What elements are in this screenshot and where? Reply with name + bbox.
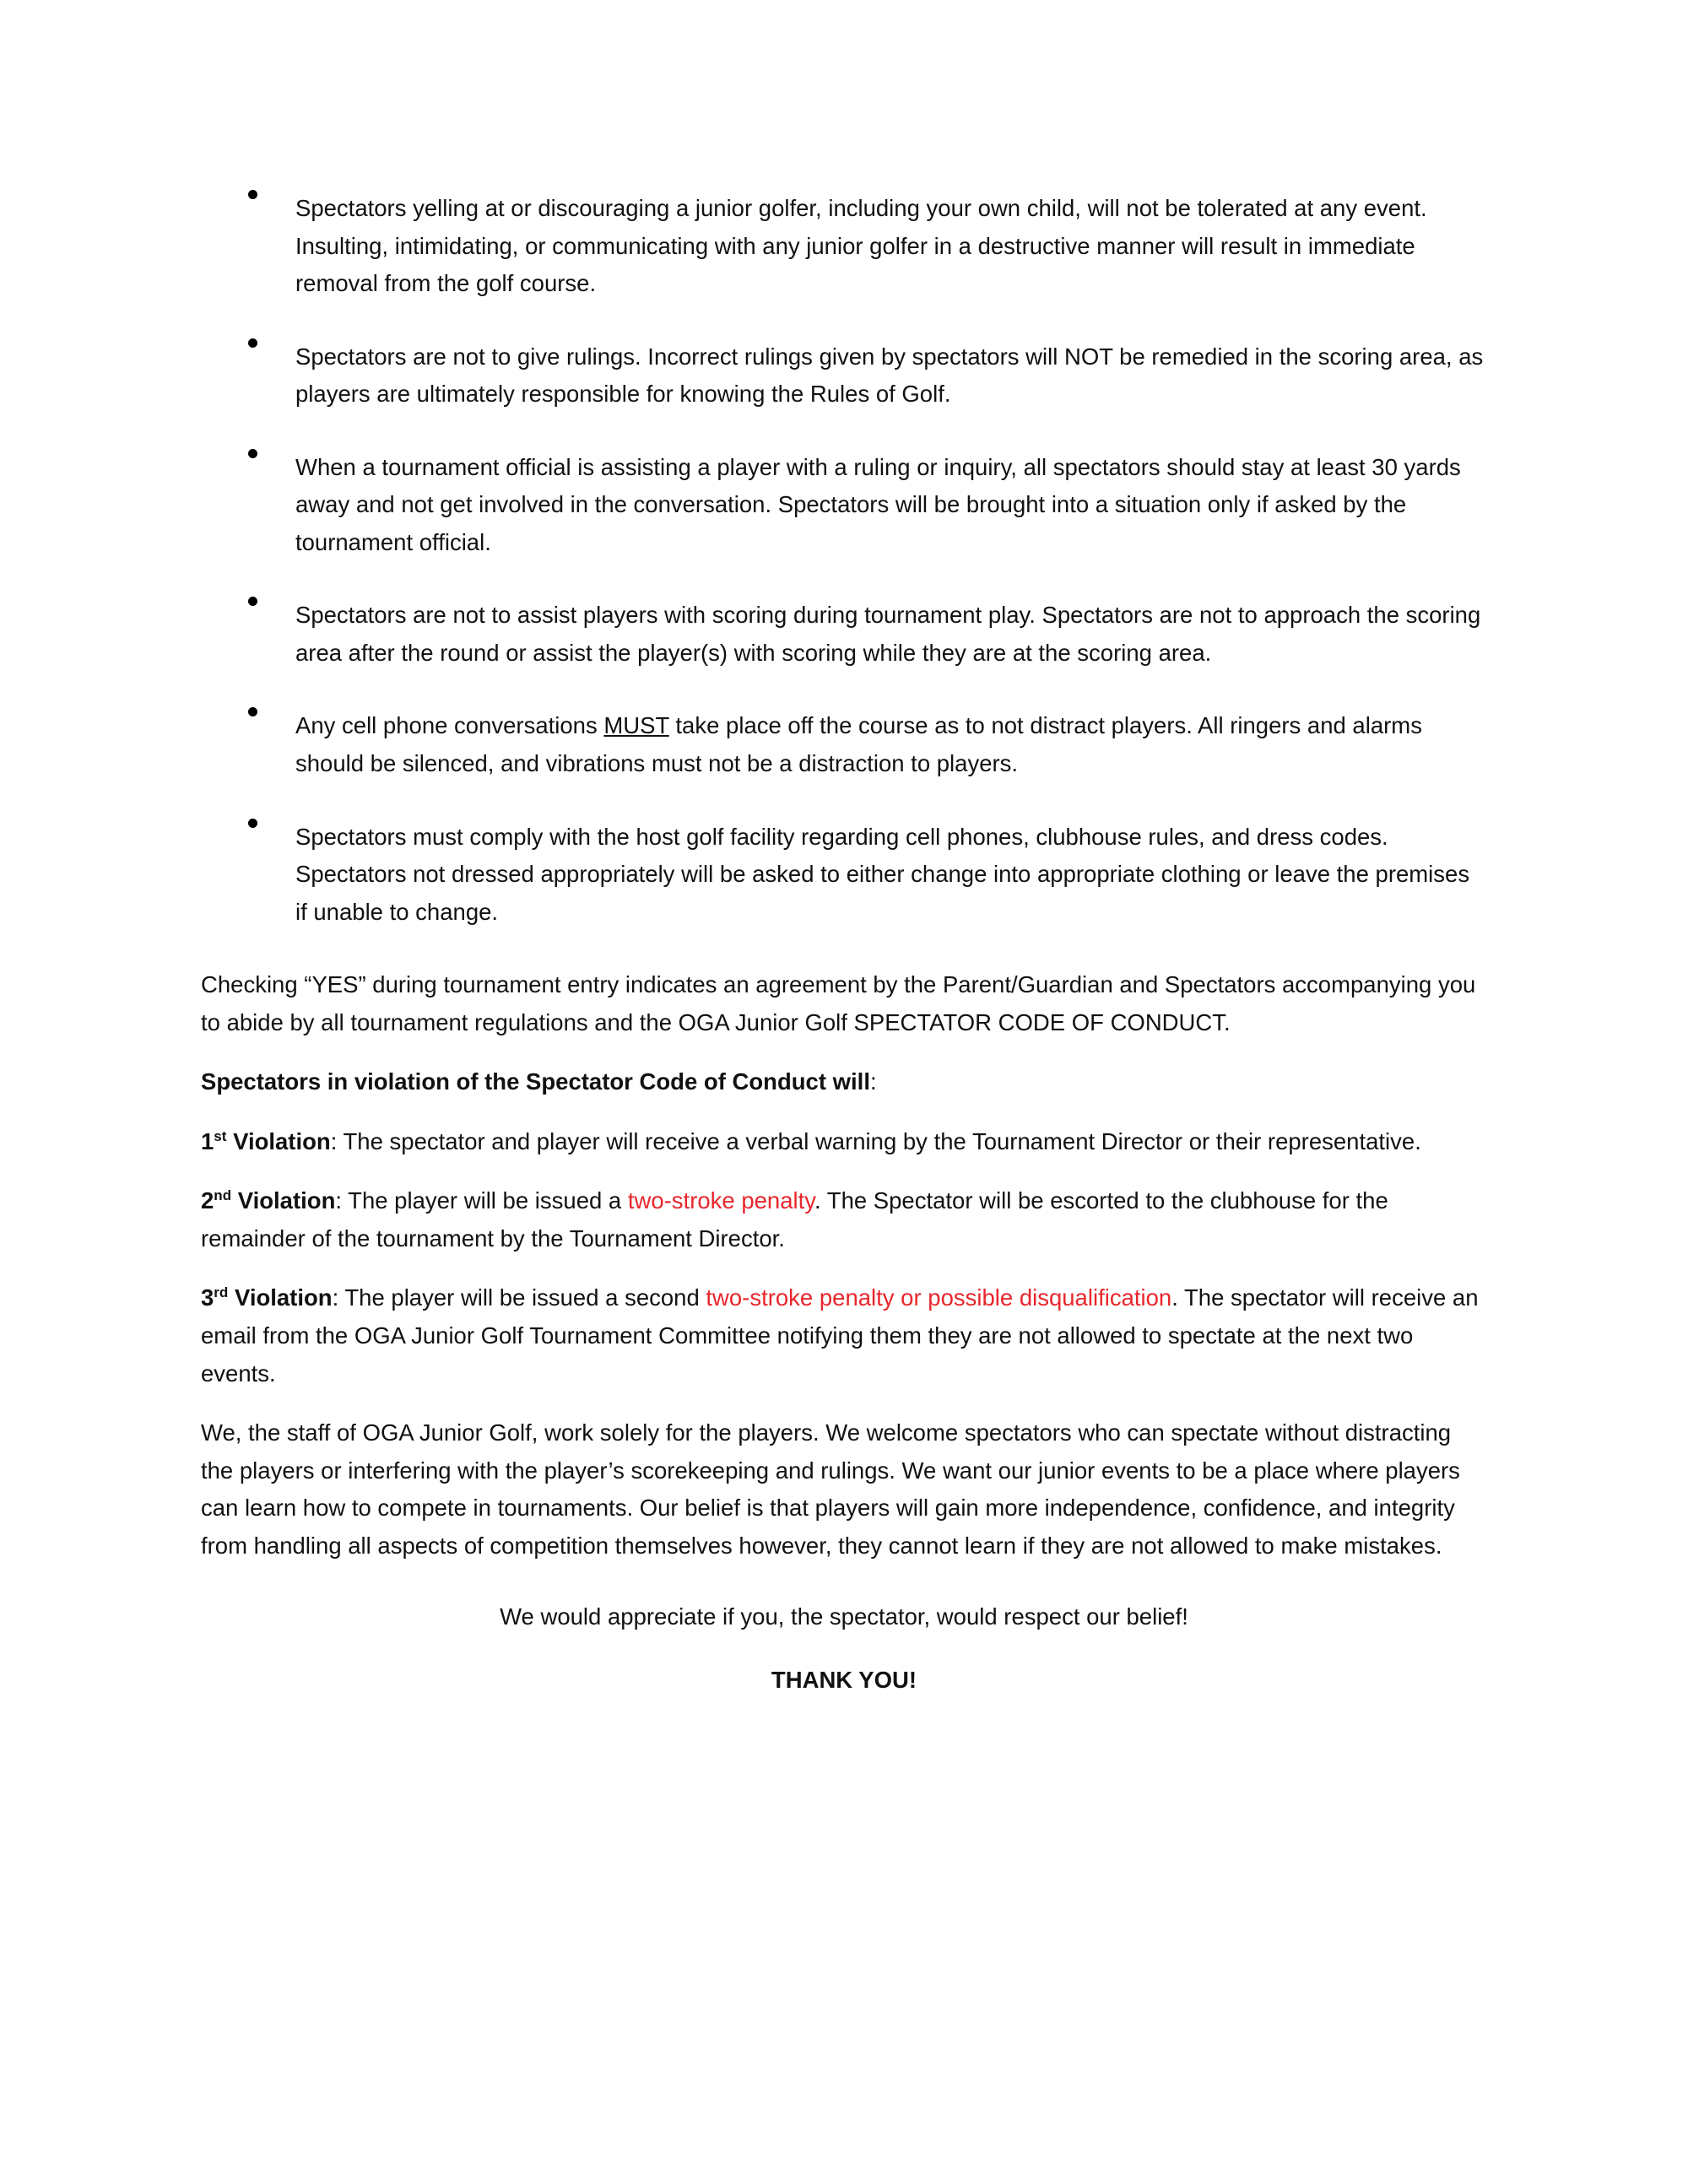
violation-ordinal-suffix: rd bbox=[214, 1284, 229, 1301]
violation-ordinal-number: 1 bbox=[201, 1127, 214, 1154]
list-item-text bbox=[295, 707, 1487, 782]
list-item bbox=[201, 338, 1487, 414]
bullet-icon bbox=[248, 338, 257, 348]
violation-label: Violation bbox=[226, 1127, 331, 1154]
violation-text-pre: : The spectator and player will receive a verbal warning by the Tournament Director or their representative. bbox=[330, 1127, 1421, 1154]
violation-first bbox=[201, 1123, 1487, 1161]
list-item bbox=[201, 597, 1487, 672]
list-item bbox=[201, 190, 1487, 303]
violation-text-post: . The Spectator will be escorted to the clubhouse for the remainder of the tournament by the Tournament Director. bbox=[201, 1187, 1388, 1251]
violation-text-pre: : The player will be issued a bbox=[335, 1187, 628, 1214]
violation-second bbox=[201, 1182, 1487, 1257]
bullet-icon bbox=[248, 819, 257, 828]
cellphone-text-pre: Any cell phone conversations bbox=[295, 712, 604, 739]
appreciation-line: We would appreciate if you, the spectator, would respect our belief! bbox=[500, 1603, 1188, 1630]
violation-ordinal-number: 3 bbox=[201, 1284, 214, 1311]
document-body bbox=[201, 190, 1487, 1699]
violation-label: Violation bbox=[231, 1187, 336, 1214]
bullet-icon bbox=[248, 597, 257, 606]
violation-third bbox=[201, 1279, 1487, 1392]
list-item-text: When a tournament official is assisting a player with a ruling or inquiry, all spectators should stay at least 30 yards away and not get involved in the conversation. Spectators will be brought into a situation only if asked by the tournament official. bbox=[295, 453, 1461, 555]
closing-paragraph: We, the staff of OGA Junior Golf, work solely for the players. We welcome spectators who can spectate without distracting the players or interfering with the player’s scorekeeping and rulings. We want our junior events to be a place where players can learn how to compete in tournaments. Our belief is that players will gain more independence, confidence, and integrity from handling all aspects of competition themselves however, they cannot learn if they are not allowed to make mistakes. bbox=[201, 1419, 1460, 1559]
violation-label: Violation bbox=[228, 1284, 333, 1311]
list-item-text: Spectators are not to assist players with scoring during tournament play. Spectators are not to approach the scoring area after the round or assist the player(s) with scoring while they are at the scoring area. bbox=[295, 602, 1481, 666]
violation-text-post: . The spectator will receive an email from the OGA Junior Golf Tournament Committee notifying them they are not allowed to spectate at the next two events. bbox=[201, 1284, 1479, 1387]
violation-ordinal-suffix: nd bbox=[214, 1187, 232, 1204]
violation-highlight: two-stroke penalty bbox=[627, 1187, 814, 1214]
thank-you-line: THANK YOU! bbox=[771, 1666, 917, 1693]
violation-heading bbox=[201, 1063, 1487, 1101]
violation-heading-colon: : bbox=[869, 1068, 877, 1095]
list-item bbox=[201, 819, 1487, 932]
list-item bbox=[201, 707, 1487, 782]
agreement-paragraph: Checking “YES” during tournament entry indicates an agreement by the Parent/Guardian and Spectators accompanying you to abide by all tournament regulations and the OGA Junior Golf SPECTATOR CODE OF CONDUCT. bbox=[201, 971, 1476, 1035]
violation-highlight: two-stroke penalty or possible disqualification bbox=[706, 1284, 1172, 1311]
violation-text-pre: : The player will be issued a second bbox=[332, 1284, 706, 1311]
list-item-text: Spectators yelling at or discouraging a junior golfer, including your own child, will not be tolerated at any event. Insulting, intimidating, or communicating with any junior golfer in a destructive manner will result in immediate removal from the golf course. bbox=[295, 195, 1427, 297]
spectator-rules-list bbox=[201, 190, 1487, 931]
violation-ordinal-suffix: st bbox=[214, 1127, 227, 1144]
list-item bbox=[201, 449, 1487, 562]
cellphone-must-emphasis: MUST bbox=[603, 712, 669, 739]
list-item-text: Spectators must comply with the host golf facility regarding cell phones, clubhouse rules, and dress codes. Spectators not dressed appropriately will be asked to either change into appropriate clothing or leave the premises if unable to change. bbox=[295, 823, 1470, 925]
cellphone-text-post: take place off the course as to not distract players. All ringers and alarms should be silenced, and vibrations must not be a distraction to players. bbox=[295, 712, 1422, 777]
spacer bbox=[201, 1587, 1487, 1598]
list-item-text: Spectators are not to give rulings. Incorrect rulings given by spectators will NOT be remedied in the scoring area, as players are ultimately responsible for knowing the Rules of Golf. bbox=[295, 343, 1484, 408]
violation-heading-bold: Spectators in violation of the Spectator Code of Conduct will bbox=[201, 1068, 870, 1095]
bullet-icon bbox=[248, 190, 257, 199]
violation-ordinal-number: 2 bbox=[201, 1187, 214, 1214]
bullet-icon bbox=[248, 707, 257, 716]
bullet-icon bbox=[248, 449, 257, 458]
